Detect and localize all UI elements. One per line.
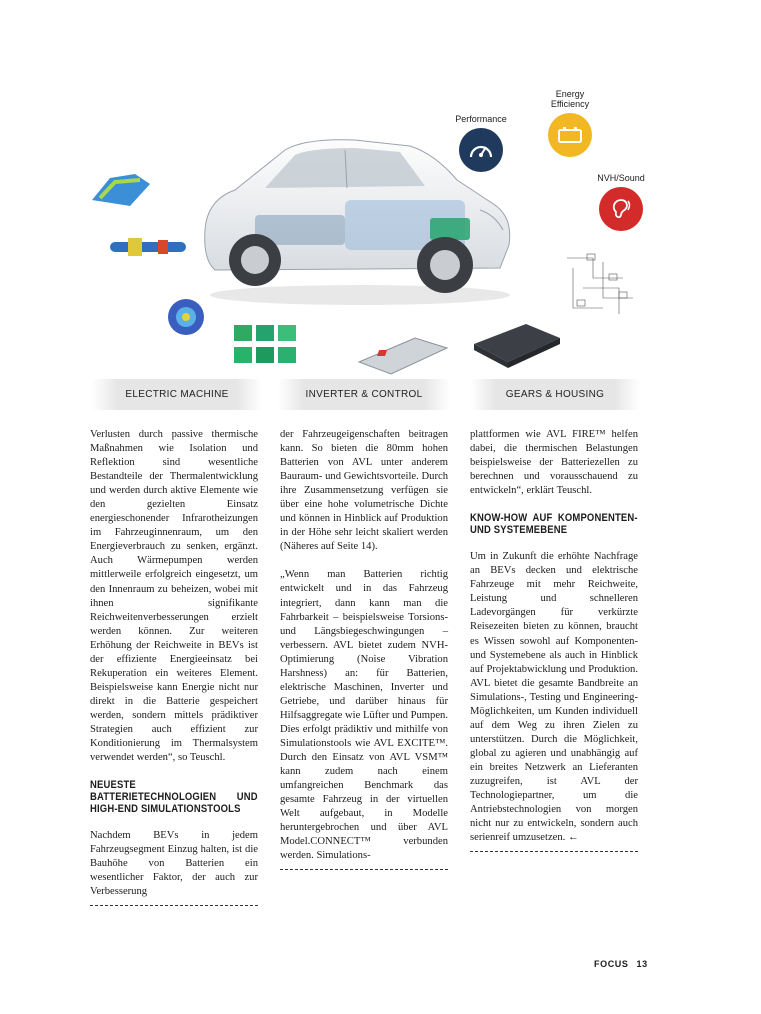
performance-label: Performance <box>455 114 507 124</box>
gear-simulation-image <box>90 170 152 210</box>
battery-icon <box>548 113 592 157</box>
circuit-diagram-image <box>563 248 637 320</box>
energy-efficiency-label: Energy Efficiency <box>550 89 590 109</box>
stator-simulation-image <box>166 297 206 337</box>
footer-section-name: FOCUS <box>594 959 629 969</box>
performance-indicator <box>451 114 511 172</box>
page-number: 13 <box>636 959 648 969</box>
body-paragraph: der Fahrzeugeigenschaften beitragen kann. So bieten die 80mm hohen Batterien von AVL unter anderem Bauraum- und Gewichtsvorteile. Durch ihre Zusammensetzung verfügen sie über eine hohe volumetrische Dichte und können in Hinblick auf Produktion in der Höhe sehr leicht skaliert werden (Näheres auf Seite 14). <box>280 429 448 553</box>
thermal-simulation-grid-image <box>232 323 298 367</box>
column-divider <box>90 905 258 906</box>
body-paragraph: Verlusten durch passive thermische Maßnahmen wie Isolation und Reflektion sind wesentliche Bestandteile der Thermalentwicklung und werden durch aktive Elemente wie den gezielten Einsatz energieschonender Infrarotheizungen im Fahrzeuginnenraum, um den Energieverbrauch zu senken, ergänzt. Auch Wärmepumpen werden mittlerweile erfolgreich eingesetzt, um den Innenraum zu beheizen, wobei mit ihnen signifikante Reichweitenverbesserungen erzielt werden können. Zur weiteren Erhöhung der Reichweite in BEVs ist der effiziente Energieeinsatz bei Rekuperation ein weiteres Element. Beispielsweise kann Energie nicht nur direkt in die Batterie gespeichert werden, sondern mittels prädiktiver Strategien auch effizient zur Konditionierung im Thermalsystem verwendet werden“, so Teuschl. <box>90 429 258 764</box>
body-paragraph: Um in Zukunft die erhöhte Nachfrage an BEVs decken und elektrische Fahrzeuge mit mehr Reichweite, Leistung und schnelleren Ladevorgängen für verkürzte Reisezeiten bieten zu können, braucht es Wissen sowohl auf Komponenten- und Systemebene als auch in Hinblick auf Projektabwicklung und Produktion. AVL bietet die gesamte Bandbreite an Simulations-, Testing und Engineering-Möglichkeiten, um Kunden individuell auf dem Weg zu ihren Zielen zu unterstützen. Durch die Möglichkeit, global zu agieren und unabhängig auf ein breites Netzwerk an Lieferanten zuzugreifen, ist AVL der Technologiepartner, um die Antriebstechnologien von morgen nicht nur zu entwickeln, sondern auch serienreif umzusetzen. ← <box>470 551 638 844</box>
column-divider <box>280 869 448 870</box>
shaft-simulation-image <box>108 232 188 262</box>
nvh-sound-indicator <box>589 173 653 231</box>
page-footer <box>594 959 648 969</box>
body-paragraph: plattformen wie AVL FIRE™ helfen dabei, die thermischen Belastungen beispielsweise der Batteriezellen zu berechnen und vorausschauend zu entwickeln“, erklärt Teuschl. <box>470 429 638 497</box>
energy-efficiency-indicator <box>538 89 602 157</box>
body-paragraph: Nachdem BEVs in jedem Fahrzeugsegment Einzug halten, ist die Bauhöhe von Batterien ein wesentlicher Faktor, der auch zur Verbesserung <box>90 830 258 898</box>
section-heading: KNOW-HOW AUF KOMPONENTEN- UND SYSTEMEBENE <box>470 512 638 537</box>
hero-illustration <box>0 0 761 415</box>
body-paragraph: „Wenn man Batterien richtig entwickelt und in das Fahrzeug integriert, dann kann man die Fahrbarkeit – beispielsweise Torsions- und Längsbiegeschwingungen – verbessern. AVL bietet zudem NVH-Optimierung (Noise Vibration Harshness) an: für Batterien, elektrische Maschinen, Inverter und Getriebe, und darüber hinaus für Hilfsaggregate wie Lüfter und Pumpen. Dies erfolgt prädiktiv und mithilfe von Simulationstools wie AVL EXCITE™. Durch den Einsatz von AVL VSM™ kann zudem nach einem umfangreichen Benchmark das gesamte Fahrzeug in der virtuellen Welt aufgebaut, in Modelle heruntergebrochen und über AVL Model.CONNECT™ verbunden werden. Simulations- <box>280 569 448 862</box>
speedometer-icon <box>459 128 503 172</box>
category-bar-electric-machine: ELECTRIC MACHINE <box>92 379 262 410</box>
nvh-sound-label: NVH/Sound <box>597 173 645 183</box>
text-column-2 <box>280 428 448 870</box>
category-bar-gears-housing: GEARS & HOUSING <box>470 379 640 410</box>
text-column-1 <box>90 428 258 906</box>
inverter-board-image <box>355 334 451 378</box>
section-heading: NEUESTE BATTERIETECHNOLOGIEN UND HIGH-END SIMULATIONSTOOLS <box>90 779 258 816</box>
column-divider <box>470 851 638 852</box>
text-column-3 <box>470 428 638 852</box>
ear-icon <box>599 187 643 231</box>
category-bar-inverter-control: INVERTER & CONTROL <box>278 379 450 410</box>
gearbox-housing-image <box>468 318 564 370</box>
